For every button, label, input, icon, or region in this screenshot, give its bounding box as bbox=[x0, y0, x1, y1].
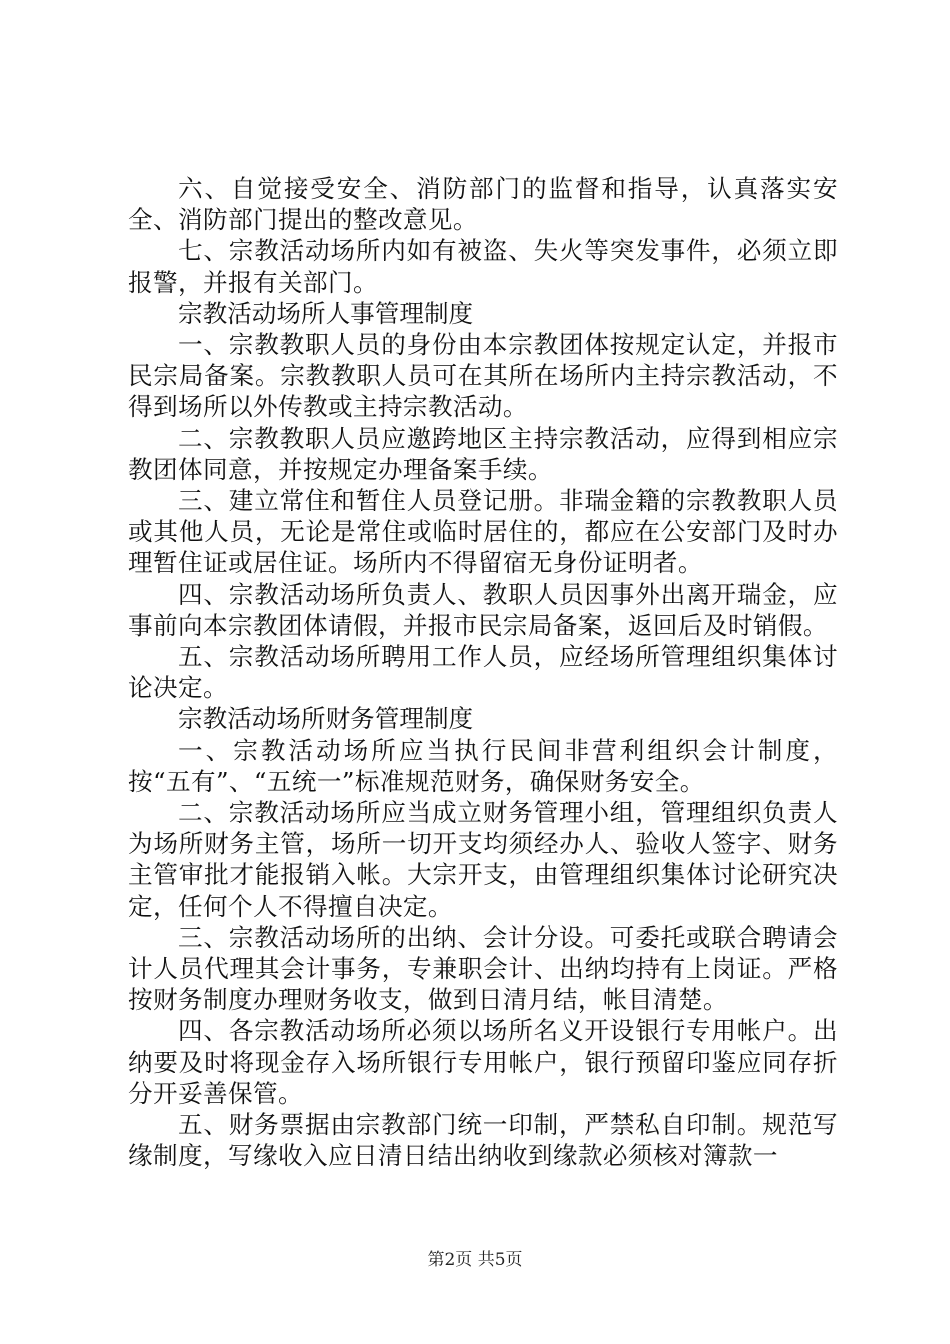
paragraph-bank-account: 四、各宗教活动场所必须以场所名义开设银行专用帐户。出纳要及时将现金存入场所银行专用帐户，银行预留印鉴应同存折分开妥善保管。 bbox=[128, 1016, 838, 1108]
section-heading-finance: 宗教活动场所财务管理制度 bbox=[178, 704, 474, 734]
page-number-footer: 第2页 共5页 bbox=[427, 1250, 523, 1270]
paragraph-emergency-reporting: 七、宗教活动场所内如有被盗、失火等突发事件，必须立即报警，并报有关部门。 bbox=[128, 236, 838, 297]
paragraph-cashier-accountant: 三、宗教活动场所的出纳、会计分设。可委托或联合聘请会计人员代理其会计事务，专兼职会计、出纳均持有上岗证。严格按财务制度办理财务收支，做到日清月结，帐目清楚。 bbox=[128, 922, 838, 1015]
paragraph-cross-region-activity: 二、宗教教职人员应邀跨地区主持宗教活动，应得到相应宗教团体同意，并按规定办理备案手续。 bbox=[128, 423, 838, 484]
paragraph-accounting-system: 一、宗教活动场所应当执行民间非营利组织会计制度，按“五有”、“五统一”标准规范财务，确保财务安全。 bbox=[128, 735, 838, 796]
document-body bbox=[128, 173, 838, 1172]
paragraph-receipts: 五、财务票据由宗教部门统一印制，严禁私自印制。规范写缘制度，写缘收入应日清日结出纳收到缘款必须核对簿款一 bbox=[128, 1110, 838, 1171]
section-heading-personnel: 宗教活动场所人事管理制度 bbox=[178, 298, 474, 328]
paragraph-leave-request: 四、宗教活动场所负责人、教职人员因事外出离开瑞金，应事前向本宗教团体请假，并报市民宗局备案，返回后及时销假。 bbox=[128, 579, 838, 640]
paragraph-finance-group: 二、宗教活动场所应当成立财务管理小组，管理组织负责人为场所财务主管，场所一切开支均须经办人、验收人签字、财务主管审批才能报销入帐。大宗开支，由管理组织集体讨论研究决定，任何个人不得擅自决定。 bbox=[128, 798, 838, 921]
paragraph-staff-hiring: 五、宗教活动场所聘用工作人员，应经场所管理组织集体讨论决定。 bbox=[128, 642, 838, 703]
paragraph-residence-registry: 三、建立常住和暂住人员登记册。非瑞金籍的宗教教职人员或其他人员，无论是常住或临时居住的，都应在公安部门及时办理暂住证或居住证。场所内不得留宿无身份证明者。 bbox=[128, 486, 838, 578]
paragraph-clergy-identity: 一、宗教教职人员的身份由本宗教团体按规定认定，并报市民宗局备案。宗教教职人员可在其所在场所内主持宗教活动，不得到场所以外传教或主持宗教活动。 bbox=[128, 330, 838, 422]
paragraph-fire-safety-supervision: 六、自觉接受安全、消防部门的监督和指导，认真落实安全、消防部门提出的整改意见。 bbox=[128, 174, 838, 235]
